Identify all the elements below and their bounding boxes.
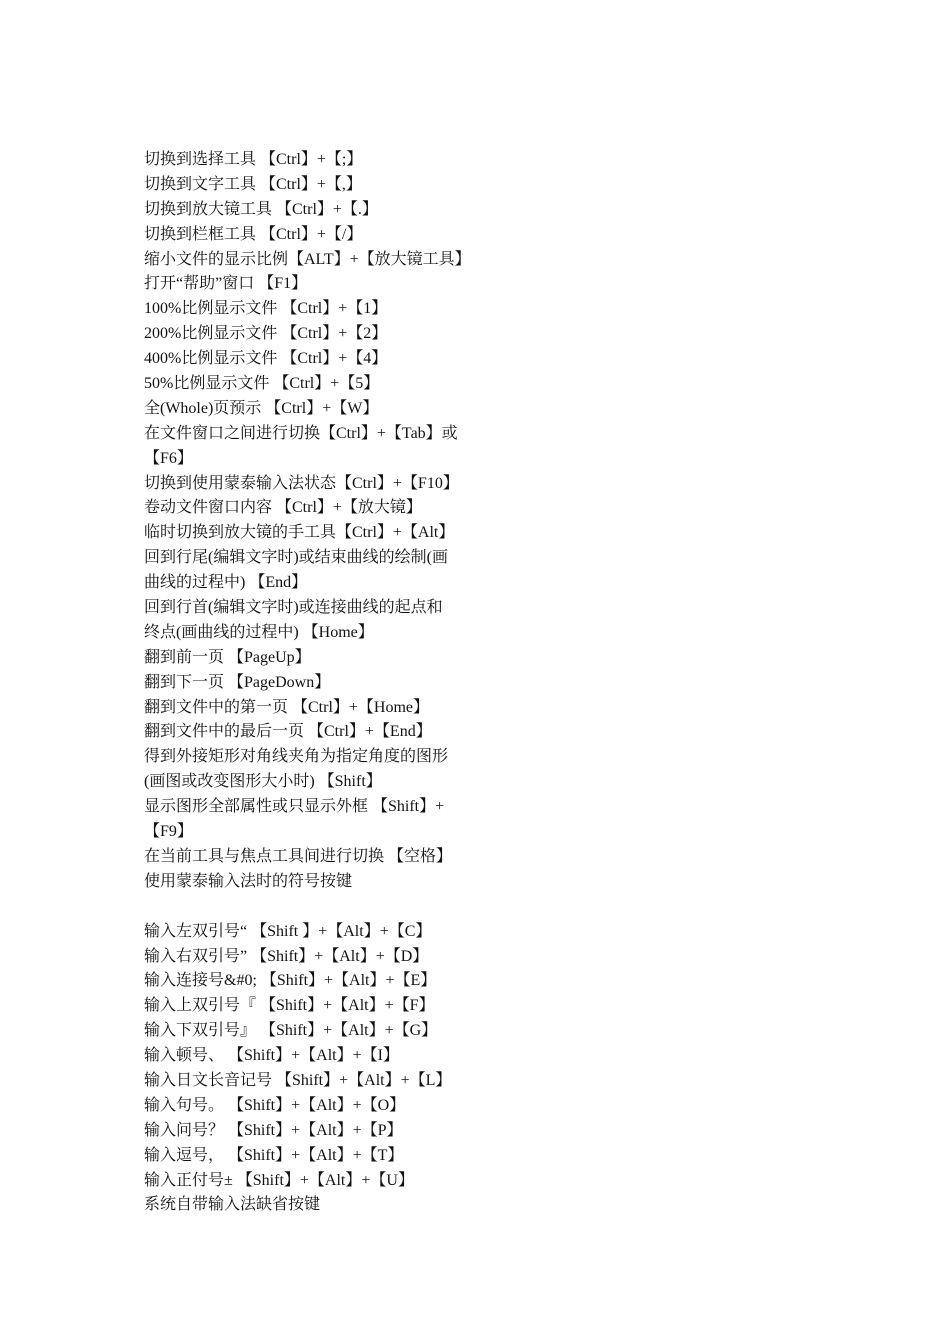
text-line: 曲线的过程中) 【End】 [144, 574, 308, 592]
text-line: 翻到前一页 【PageUp】 [144, 648, 311, 666]
text-line: 【F6】 [144, 449, 193, 467]
text-line: 切换到栏框工具 【Ctrl】+【/】 [144, 225, 363, 243]
text-line: 输入问号？ 【Shift】+【Alt】+【P】 [144, 1121, 403, 1139]
text-line: 输入右双引号” 【Shift】+【Alt】+【D】 [144, 947, 429, 965]
text-line: 翻到文件中的第一页 【Ctrl】+【Home】 [144, 698, 430, 716]
text-line: 切换到放大镜工具 【Ctrl】+【.】 [144, 200, 378, 218]
text-line: 输入连接号&#0; 【Shift】+【Alt】+【E】 [144, 972, 437, 990]
text-line: 200%比例显示文件 【Ctrl】+【2】 [144, 325, 388, 343]
text-line: 缩小文件的显示比例【ALT】+【放大镜工具】 [144, 250, 471, 268]
text-line: (画图或改变图形大小时) 【Shift】 [144, 773, 382, 791]
text-line: 输入正付号± 【Shift】+【Alt】+【U】 [144, 1171, 414, 1189]
text-line: 切换到使用蒙泰输入法状态【Ctrl】+【F10】 [144, 474, 459, 492]
text-line: 【F9】 [144, 823, 193, 841]
text-line: 在文件窗口之间进行切换【Ctrl】+【Tab】或 [144, 424, 458, 442]
document-body [144, 148, 484, 1218]
blank-line [144, 895, 484, 920]
text-line: 回到行尾(编辑文字时)或结束曲线的绘制(画 [144, 549, 448, 567]
text-line: 切换到文字工具 【Ctrl】+【,】 [144, 175, 362, 193]
text-line: 输入句号。 【Shift】+【Alt】+【O】 [144, 1096, 406, 1114]
text-line: 终点(画曲线的过程中) 【Home】 [144, 623, 374, 641]
text-line: 切换到选择工具 【Ctrl】+【;】 [144, 151, 363, 168]
text-line: 翻到下一页 【PageDown】 [144, 673, 331, 691]
text-line: 使用蒙泰输入法时的符号按键 [144, 872, 353, 890]
text-line: 在当前工具与焦点工具间进行切换 【空格】 [144, 847, 453, 865]
text-line: 400%比例显示文件 【Ctrl】+【4】 [144, 350, 388, 368]
text-line: 临时切换到放大镜的手工具【Ctrl】+【Alt】 [144, 524, 455, 542]
text-line: 50%比例显示文件 【Ctrl】+【5】 [144, 375, 380, 393]
text-line: 显示图形全部属性或只显示外框 【Shift】+ [144, 798, 445, 816]
text-line: 输入下双引号』 【Shift】+【Alt】+【G】 [144, 1022, 438, 1040]
text-line: 翻到文件中的最后一页 【Ctrl】+【End】 [144, 723, 432, 741]
text-line: 输入上双引号『 【Shift】+【Alt】+【F】 [144, 997, 435, 1015]
text-line: 输入左双引号“ 【Shift 】+【Alt】+【C】 [144, 922, 432, 940]
text-line: 打开“帮助”窗口 【F1】 [144, 275, 308, 293]
text-line: 输入逗号， 【Shift】+【Alt】+【T】 [144, 1146, 404, 1164]
text-line: 输入日文长音记号 【Shift】+【Alt】+【L】 [144, 1071, 452, 1089]
text-line: 输入顿号、 【Shift】+【Alt】+【I】 [144, 1047, 399, 1065]
text-line: 全(Whole)页预示 【Ctrl】+【W】 [144, 399, 379, 417]
text-line: 100%比例显示文件 【Ctrl】+【1】 [144, 300, 388, 318]
text-line: 回到行首(编辑文字时)或连接曲线的起点和 [144, 599, 443, 617]
text-line: 得到外接矩形对角线夹角为指定角度的图形 [144, 748, 449, 766]
text-line: 卷动文件窗口内容 【Ctrl】+【放大镜】 [144, 499, 422, 517]
text-line: 系统自带输入法缺省按键 [144, 1196, 321, 1214]
